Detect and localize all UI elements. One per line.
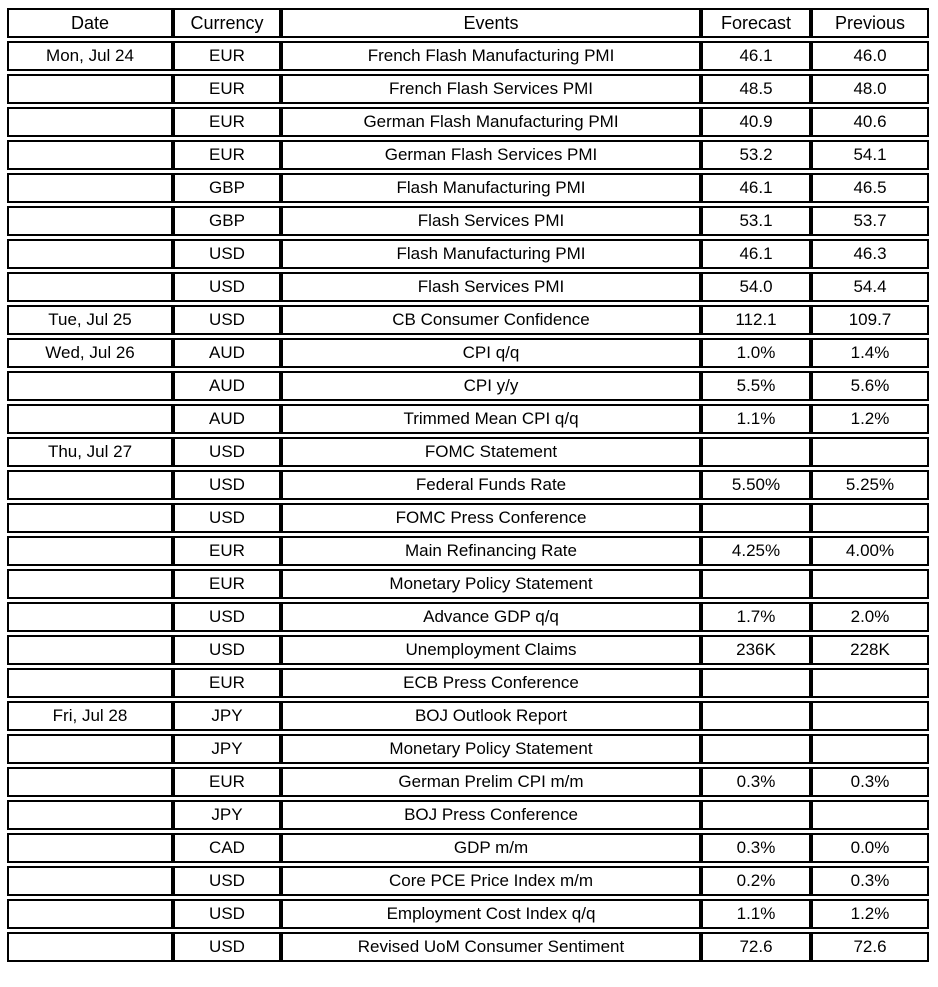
cell-previous (811, 569, 929, 599)
cell-date (7, 800, 173, 830)
cell-forecast: 0.3% (701, 833, 811, 863)
table-row (7, 437, 929, 467)
cell-event: CPI q/q (281, 338, 701, 368)
cell-date (7, 173, 173, 203)
cell-currency: EUR (173, 767, 281, 797)
cell-currency: EUR (173, 536, 281, 566)
cell-event: FOMC Statement (281, 437, 701, 467)
cell-event: French Flash Manufacturing PMI (281, 41, 701, 71)
cell-event: GDP m/m (281, 833, 701, 863)
cell-currency: CAD (173, 833, 281, 863)
cell-event: CPI y/y (281, 371, 701, 401)
cell-date (7, 503, 173, 533)
cell-forecast: 4.25% (701, 536, 811, 566)
cell-currency: USD (173, 305, 281, 335)
cell-date (7, 866, 173, 896)
cell-event: Unemployment Claims (281, 635, 701, 665)
cell-currency: JPY (173, 800, 281, 830)
cell-previous: 46.3 (811, 239, 929, 269)
cell-event: German Flash Services PMI (281, 140, 701, 170)
cell-forecast: 46.1 (701, 173, 811, 203)
cell-date (7, 635, 173, 665)
cell-currency: USD (173, 635, 281, 665)
cell-date: Thu, Jul 27 (7, 437, 173, 467)
cell-date: Wed, Jul 26 (7, 338, 173, 368)
table-row (7, 734, 929, 764)
cell-previous: 2.0% (811, 602, 929, 632)
table-row (7, 74, 929, 104)
cell-previous: 109.7 (811, 305, 929, 335)
cell-event: Advance GDP q/q (281, 602, 701, 632)
cell-previous: 54.1 (811, 140, 929, 170)
cell-currency: EUR (173, 668, 281, 698)
cell-event: BOJ Outlook Report (281, 701, 701, 731)
cell-previous (811, 503, 929, 533)
cell-previous: 0.0% (811, 833, 929, 863)
cell-forecast (701, 800, 811, 830)
cell-forecast: 48.5 (701, 74, 811, 104)
cell-date: Mon, Jul 24 (7, 41, 173, 71)
table-row (7, 206, 929, 236)
cell-event: Trimmed Mean CPI q/q (281, 404, 701, 434)
cell-previous: 46.5 (811, 173, 929, 203)
table-row (7, 668, 929, 698)
header-currency: Currency (173, 8, 281, 38)
cell-forecast (701, 569, 811, 599)
cell-previous: 1.4% (811, 338, 929, 368)
cell-date (7, 536, 173, 566)
cell-date (7, 107, 173, 137)
cell-currency: USD (173, 470, 281, 500)
header-date: Date (7, 8, 173, 38)
cell-currency: AUD (173, 338, 281, 368)
cell-date: Fri, Jul 28 (7, 701, 173, 731)
cell-event: French Flash Services PMI (281, 74, 701, 104)
cell-previous: 1.2% (811, 404, 929, 434)
cell-currency: GBP (173, 173, 281, 203)
cell-previous: 228K (811, 635, 929, 665)
cell-event: CB Consumer Confidence (281, 305, 701, 335)
cell-date: Tue, Jul 25 (7, 305, 173, 335)
cell-date (7, 767, 173, 797)
cell-forecast: 1.1% (701, 404, 811, 434)
table-header (7, 8, 929, 38)
cell-date (7, 74, 173, 104)
cell-date (7, 239, 173, 269)
cell-event: Flash Manufacturing PMI (281, 173, 701, 203)
table-row (7, 701, 929, 731)
cell-forecast: 72.6 (701, 932, 811, 962)
table-row (7, 239, 929, 269)
cell-currency: USD (173, 932, 281, 962)
cell-event: FOMC Press Conference (281, 503, 701, 533)
cell-event: Core PCE Price Index m/m (281, 866, 701, 896)
cell-previous: 4.00% (811, 536, 929, 566)
cell-event: Revised UoM Consumer Sentiment (281, 932, 701, 962)
cell-currency: GBP (173, 206, 281, 236)
cell-date (7, 899, 173, 929)
cell-previous: 5.6% (811, 371, 929, 401)
cell-previous: 5.25% (811, 470, 929, 500)
cell-currency: USD (173, 503, 281, 533)
table-row (7, 272, 929, 302)
cell-date (7, 734, 173, 764)
cell-date (7, 272, 173, 302)
cell-forecast (701, 734, 811, 764)
cell-previous (811, 734, 929, 764)
table-row (7, 140, 929, 170)
cell-currency: EUR (173, 107, 281, 137)
cell-currency: USD (173, 866, 281, 896)
cell-forecast: 0.2% (701, 866, 811, 896)
cell-date (7, 206, 173, 236)
table-row (7, 536, 929, 566)
table-row (7, 41, 929, 71)
cell-forecast: 1.1% (701, 899, 811, 929)
cell-date (7, 140, 173, 170)
cell-date (7, 833, 173, 863)
economic-calendar-table (7, 5, 929, 965)
cell-previous: 40.6 (811, 107, 929, 137)
cell-event: German Flash Manufacturing PMI (281, 107, 701, 137)
cell-date (7, 932, 173, 962)
table-row (7, 338, 929, 368)
cell-event: Flash Services PMI (281, 206, 701, 236)
cell-forecast: 112.1 (701, 305, 811, 335)
table-row (7, 569, 929, 599)
cell-forecast (701, 668, 811, 698)
cell-currency: EUR (173, 74, 281, 104)
cell-currency: EUR (173, 41, 281, 71)
cell-currency: AUD (173, 404, 281, 434)
cell-currency: EUR (173, 569, 281, 599)
cell-date (7, 404, 173, 434)
cell-previous (811, 800, 929, 830)
cell-currency: AUD (173, 371, 281, 401)
cell-forecast: 1.7% (701, 602, 811, 632)
table-row (7, 305, 929, 335)
cell-date (7, 602, 173, 632)
cell-previous: 1.2% (811, 899, 929, 929)
cell-currency: EUR (173, 140, 281, 170)
cell-forecast (701, 503, 811, 533)
cell-event: Monetary Policy Statement (281, 569, 701, 599)
cell-date (7, 371, 173, 401)
cell-forecast: 236K (701, 635, 811, 665)
table-row (7, 173, 929, 203)
cell-currency: USD (173, 239, 281, 269)
cell-date (7, 668, 173, 698)
table-row (7, 503, 929, 533)
cell-currency: JPY (173, 734, 281, 764)
table-row (7, 371, 929, 401)
table-row (7, 602, 929, 632)
table-row (7, 833, 929, 863)
cell-event: Employment Cost Index q/q (281, 899, 701, 929)
cell-event: Flash Services PMI (281, 272, 701, 302)
cell-forecast: 54.0 (701, 272, 811, 302)
cell-forecast: 53.2 (701, 140, 811, 170)
cell-previous: 48.0 (811, 74, 929, 104)
cell-date (7, 569, 173, 599)
cell-previous (811, 668, 929, 698)
cell-forecast: 53.1 (701, 206, 811, 236)
cell-forecast (701, 437, 811, 467)
header-events: Events (281, 8, 701, 38)
cell-event: Main Refinancing Rate (281, 536, 701, 566)
cell-event: BOJ Press Conference (281, 800, 701, 830)
header-previous: Previous (811, 8, 929, 38)
cell-currency: USD (173, 899, 281, 929)
cell-forecast: 1.0% (701, 338, 811, 368)
cell-forecast: 46.1 (701, 239, 811, 269)
cell-forecast: 40.9 (701, 107, 811, 137)
cell-previous: 0.3% (811, 866, 929, 896)
cell-event: ECB Press Conference (281, 668, 701, 698)
cell-forecast: 46.1 (701, 41, 811, 71)
cell-forecast: 0.3% (701, 767, 811, 797)
cell-previous: 72.6 (811, 932, 929, 962)
cell-event: German Prelim CPI m/m (281, 767, 701, 797)
cell-currency: USD (173, 602, 281, 632)
cell-currency: USD (173, 437, 281, 467)
cell-currency: USD (173, 272, 281, 302)
cell-currency: JPY (173, 701, 281, 731)
table-row (7, 635, 929, 665)
header-forecast: Forecast (701, 8, 811, 38)
cell-previous (811, 701, 929, 731)
table-row (7, 107, 929, 137)
cell-forecast (701, 701, 811, 731)
table-row (7, 800, 929, 830)
cell-forecast: 5.50% (701, 470, 811, 500)
cell-event: Flash Manufacturing PMI (281, 239, 701, 269)
cell-previous: 53.7 (811, 206, 929, 236)
table-body (7, 41, 929, 962)
cell-date (7, 470, 173, 500)
table-row (7, 899, 929, 929)
cell-forecast: 5.5% (701, 371, 811, 401)
table-row (7, 470, 929, 500)
cell-previous: 0.3% (811, 767, 929, 797)
table-row (7, 767, 929, 797)
table-row (7, 932, 929, 962)
cell-previous: 46.0 (811, 41, 929, 71)
table-row (7, 404, 929, 434)
header-row (7, 8, 929, 38)
cell-previous: 54.4 (811, 272, 929, 302)
table-row (7, 866, 929, 896)
cell-event: Monetary Policy Statement (281, 734, 701, 764)
cell-event: Federal Funds Rate (281, 470, 701, 500)
cell-previous (811, 437, 929, 467)
